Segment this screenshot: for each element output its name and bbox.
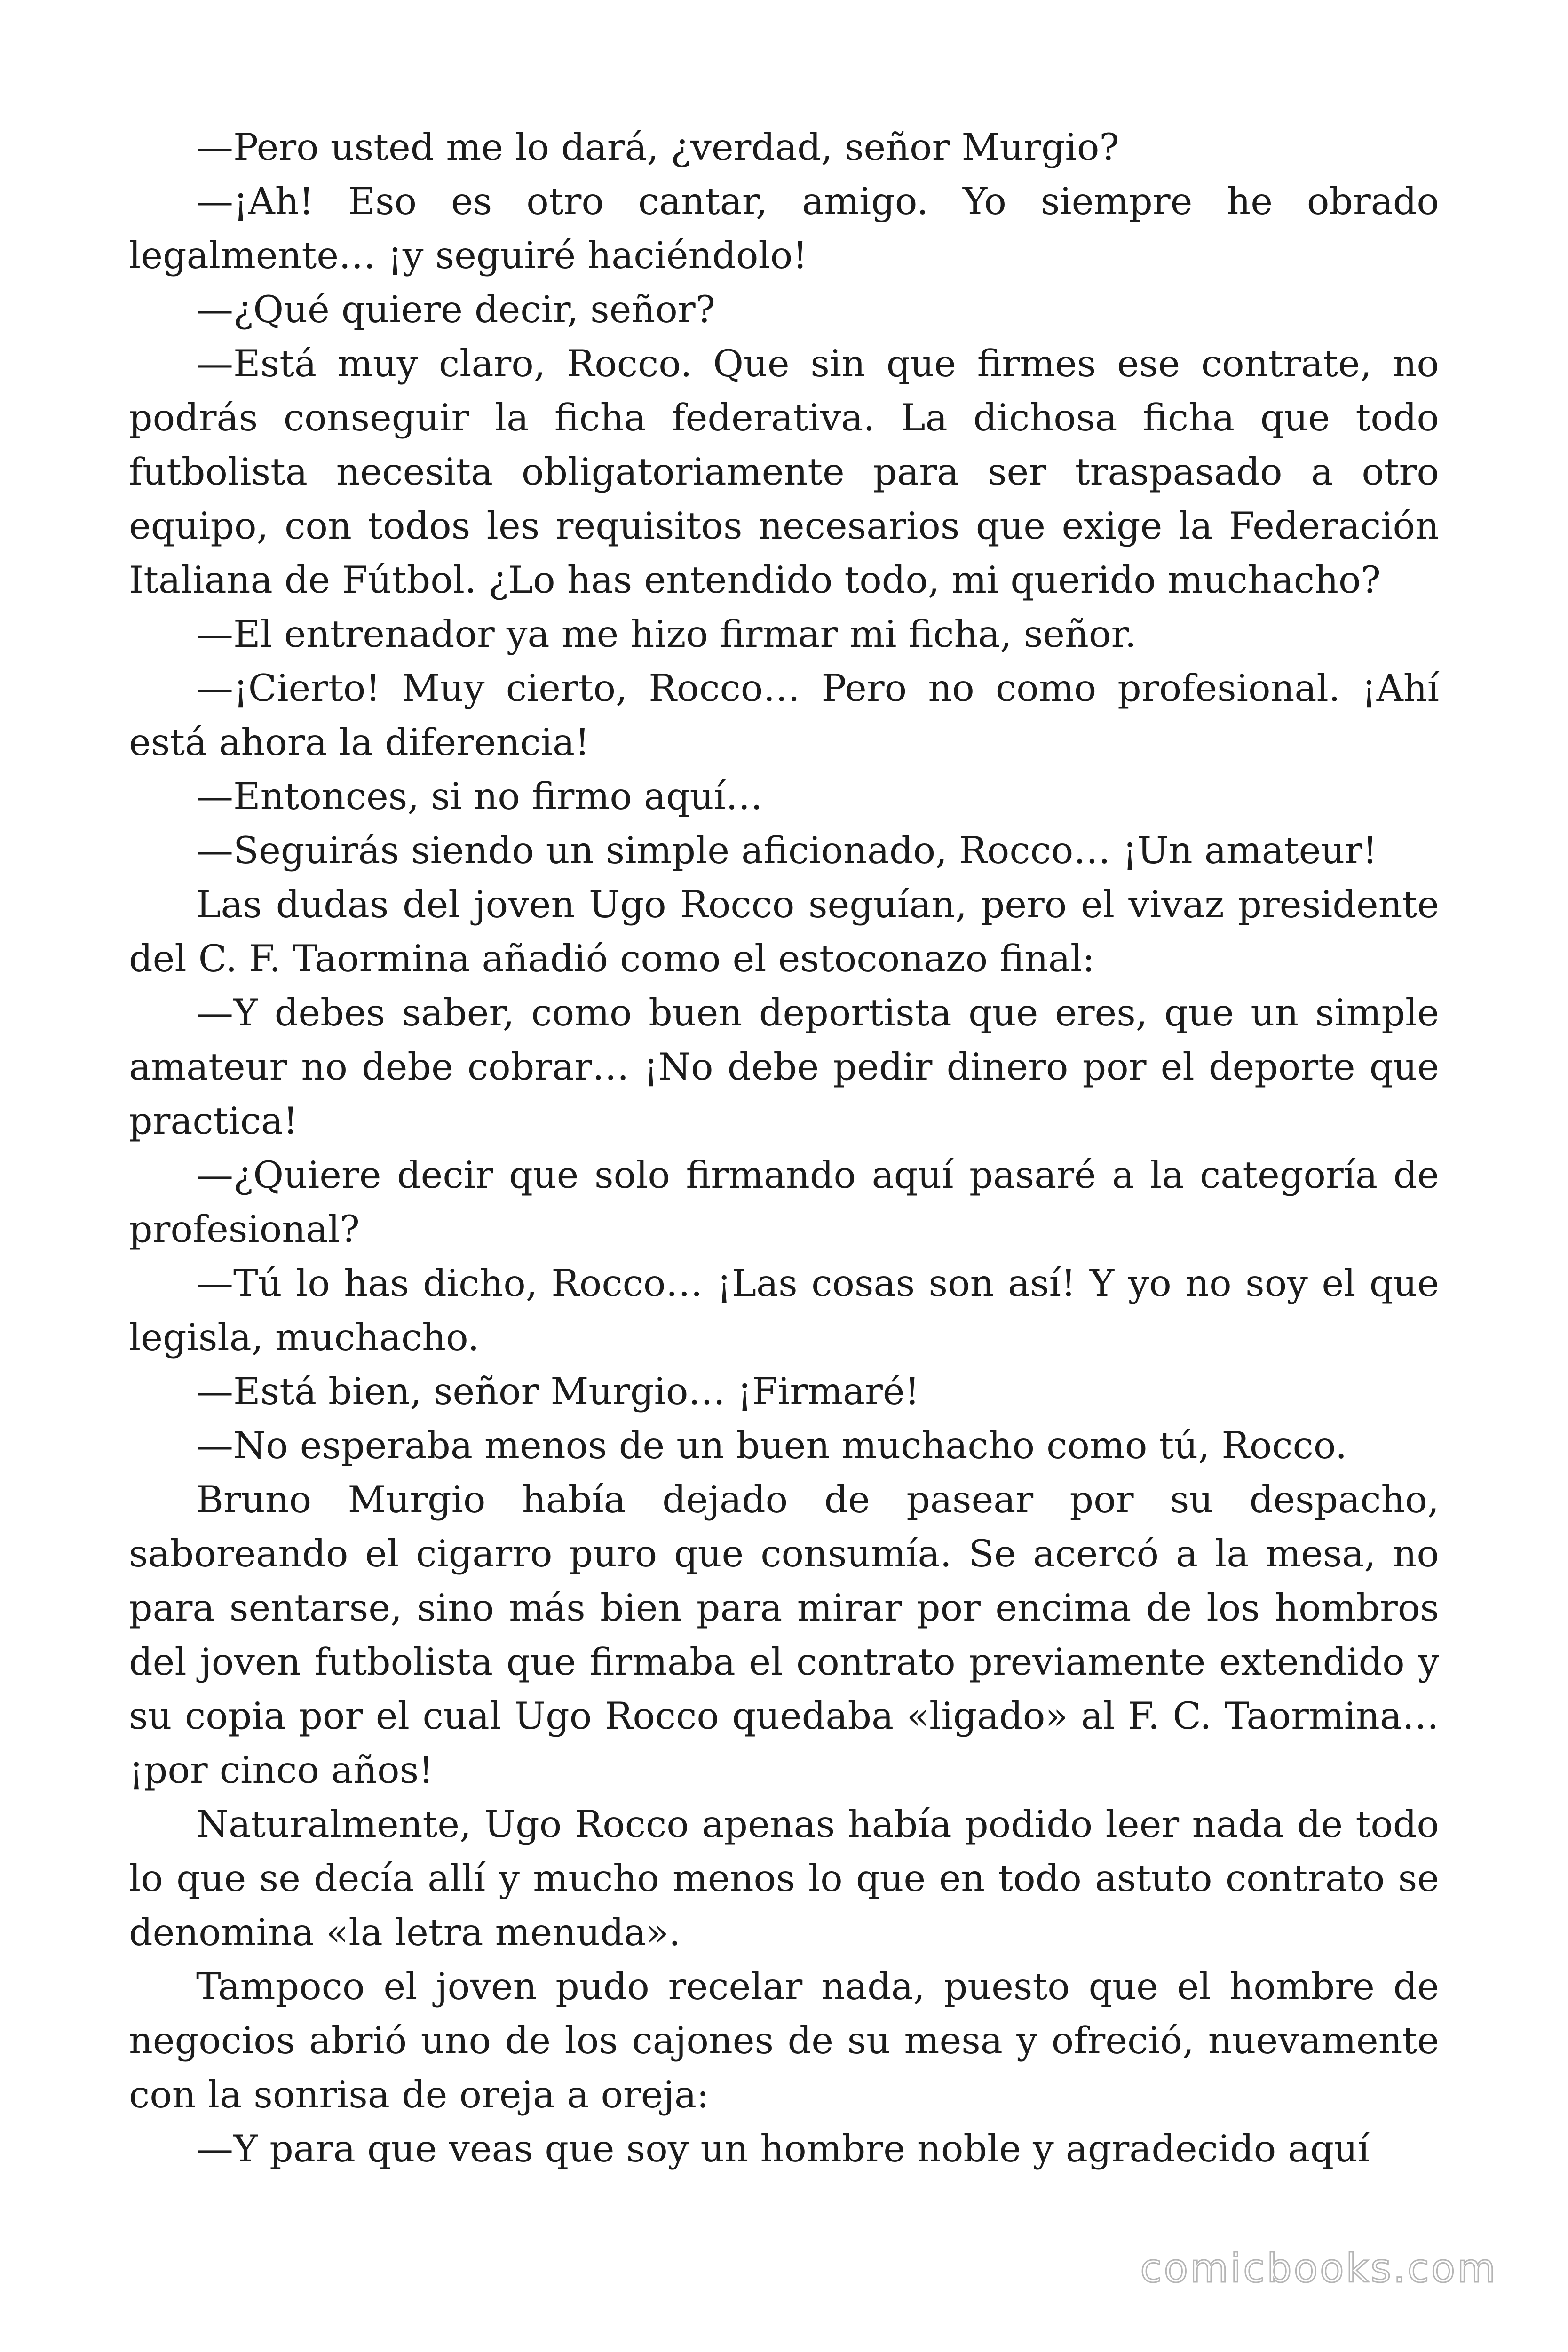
paragraph: —Entonces, si no firmo aquí… [196, 775, 763, 818]
paragraph: —Seguirás siendo un simple aficionado, Rocco… ¡Un amateur! [196, 829, 1378, 872]
paragraph: —Pero usted me lo dará, ¿verdad, señor Murgio? [196, 126, 1119, 169]
paragraph: —Está bien, señor Murgio… ¡Firmaré! [196, 1370, 920, 1413]
paragraph: Bruno Murgio había dejado de pasear por su despacho, saboreando el cigarro puro que consumía. Se acercó a la mesa, no para sentarse, sino más bien para mirar por encima de los hombros del joven futbolista que firmaba el contrato previamente extendido y su copia por el cual Ugo Rocco quedaba «ligado» al F. C. Taormina… ¡por cinco años! [129, 1478, 1439, 1792]
paragraph: Naturalmente, Ugo Rocco apenas había podido leer nada de todo lo que se decía allí y mucho menos lo que en todo astuto contrato se denomina «la letra menuda». [129, 1803, 1439, 1954]
paragraph: —¡Cierto! Muy cierto, Rocco… Pero no como profesional. ¡Ahí está ahora la diferencia! [129, 667, 1439, 764]
paragraph: —Tú lo has dicho, Rocco… ¡Las cosas son así! Y yo no soy el que legisla, muchacho. [129, 1262, 1439, 1359]
paragraph: Las dudas del joven Ugo Rocco seguían, pero el vivaz presidente del C. F. Taormina añadió como el estoconazo final: [129, 883, 1439, 980]
paragraph: —Está muy claro, Rocco. Que sin que firmes ese contrate, no podrás conseguir la ficha federativa. La dichosa ficha que todo futbolista necesita obligatoriamente para ser traspasado a otro equipo, con todos les requisitos necesarios que exige la Federación Italiana de Fútbol. ¿Lo has entendido todo, mi querido muchacho? [129, 342, 1439, 602]
paragraph: Tampoco el joven pudo recelar nada, puesto que el hombre de negocios abrió uno de los cajones de su mesa y ofreció, nuevamente con la sonrisa de oreja a oreja: [129, 1965, 1439, 2116]
paragraph: —Y debes saber, como buen deportista que eres, que un simple amateur no debe cobrar… ¡No debe pedir dinero por el deporte que practica! [129, 991, 1439, 1143]
paragraph: —¿Quiere decir que solo firmando aquí pasaré a la categoría de profesional? [129, 1153, 1439, 1251]
paragraph: —Y para que veas que soy un hombre noble y agradecido aquí [196, 2127, 1370, 2170]
book-page-body [129, 120, 1439, 2176]
paragraph: —¡Ah! Eso es otro cantar, amigo. Yo siempre he obrado legalmente… ¡y seguiré haciéndolo! [129, 180, 1439, 277]
paragraph: —No esperaba menos de un buen muchacho como tú, Rocco. [196, 1424, 1347, 1467]
paragraph: —¿Qué quiere decir, señor? [196, 288, 715, 331]
paragraph: —El entrenador ya me hizo firmar mi ficha, señor. [196, 612, 1137, 656]
watermark-text: comicbooks.com [1140, 2245, 1497, 2291]
